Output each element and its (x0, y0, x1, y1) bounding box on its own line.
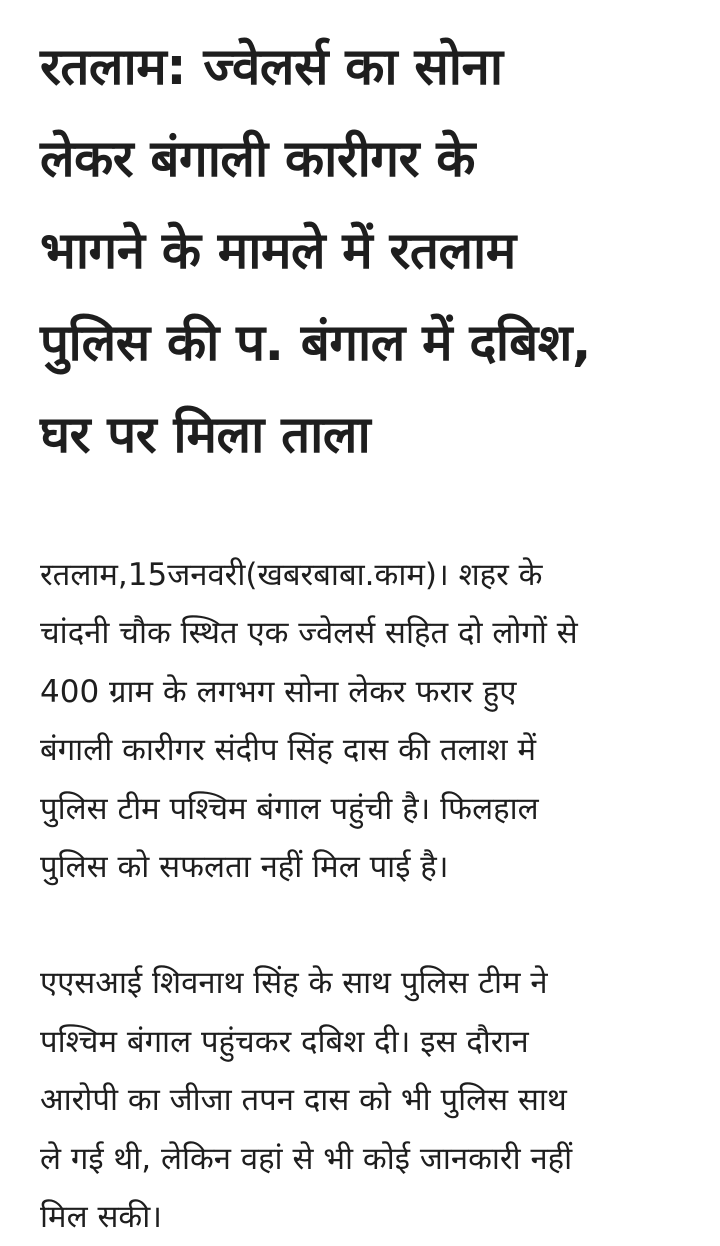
paragraph-line: आरोपी का जीजा तपन दास को भी पुलिस साथ (40, 1082, 567, 1119)
paragraph-line: मिल सकी। (40, 1199, 162, 1236)
paragraph-line: पुलिस टीम पश्चिम बंगाल पहुंची है। फिलहाल (40, 790, 539, 827)
headline-line: घर पर मिला ताला (40, 406, 371, 465)
article-paragraph-1 (40, 546, 690, 896)
paragraph-line: बंगाली कारीगर संदीप सिंह दास की तलाश में (40, 732, 537, 769)
paragraph-line: पश्चिम बंगाल पहुंचकर दबिश दी। इस दौरान (40, 1023, 529, 1060)
paragraph-line: 400 ग्राम के लगभग सोना लेकर फरार हुए (40, 673, 517, 710)
paragraph-line: पुलिस को सफलता नहीं मिल पाई है। (40, 849, 449, 886)
headline-line: पुलिस की प. बंगाल में दबिश, (40, 314, 591, 373)
article-headline (40, 22, 690, 482)
news-article (40, 22, 690, 1246)
paragraph-line: रतलाम,15जनवरी(खबरबाबा.काम)। शहर के (40, 557, 543, 593)
article-paragraph-2 (40, 954, 690, 1246)
headline-line: भागने के मामले में रतलाम (40, 222, 516, 281)
paragraph-line: ले गई थी, लेकिन वहां से भी कोई जानकारी नहीं (40, 1140, 573, 1177)
headline-line: लेकर बंगाली कारीगर के (40, 130, 475, 189)
paragraph-line: चांदनी चौक स्थित एक ज्वेलर्स सहित दो लोगों से (40, 615, 578, 652)
headline-line: रतलाम: ज्वेलर्स का सोना (40, 38, 503, 97)
paragraph-line: एएसआई शिवनाथ सिंह के साथ पुलिस टीम ने (40, 965, 548, 1002)
